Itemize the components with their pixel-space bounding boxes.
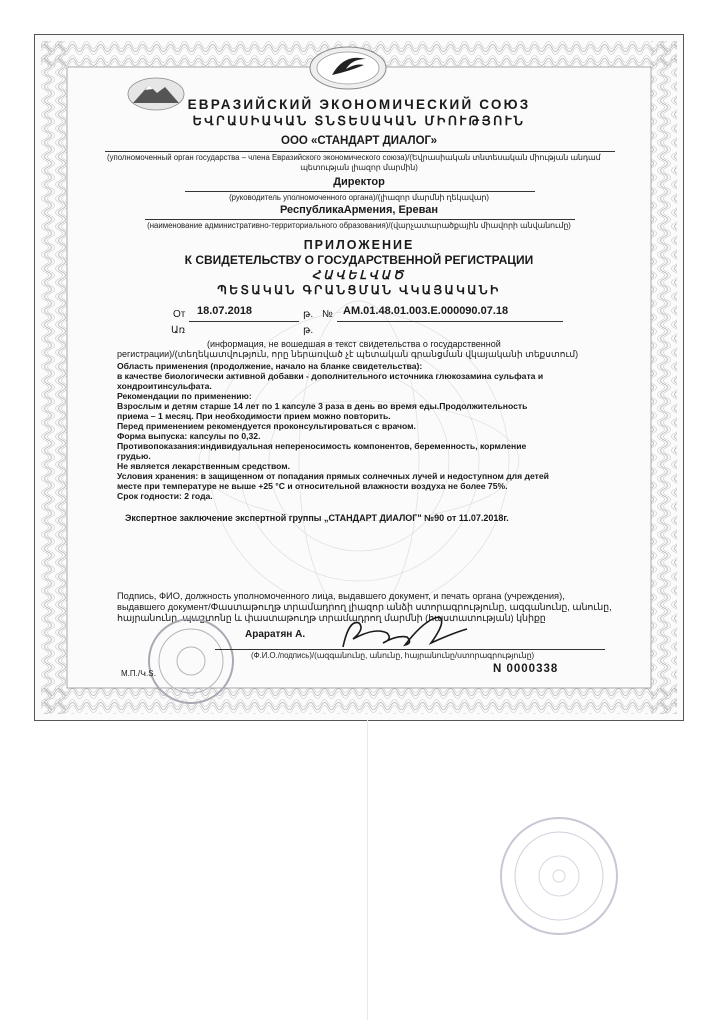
signature-text-1: Подпись, ФИО, должность уполномоченного лица, выдавшего документ, и печать органа (учреждения), (117, 591, 565, 601)
head-caption: (руководитель уполномоченного органа)/(լիազոր մարմնի ղեկավար) (229, 193, 489, 202)
from-label-am: Առ (171, 325, 186, 336)
content-line: Перед применением рекомендуется проконсультироваться с врачом. (117, 421, 416, 431)
title-am-1: ՀԱՎԵԼՎԱԾ (311, 268, 407, 282)
title-am-2: ՊԵՏԱԿԱՆ ԳՐԱՆՑՄԱՆ ՎԿԱՅԱԿԱՆԻ (217, 283, 501, 297)
signer-caption: (Ф.И.О./подпись)/(ազգանունը, անունը, հայրանունը/ստորագրությունը) (251, 651, 535, 660)
content-line: Форма выпуска: капсулы по 0,32. (117, 431, 261, 441)
content-line: в качестве биологически активной добавки - дополнительного источника глюкозамина сульфата и (117, 371, 544, 381)
certificate-sheet (34, 34, 684, 721)
content-line: Не является лекарственным средством. (117, 461, 291, 471)
content-line: грудью. (117, 451, 151, 461)
content-block (117, 361, 637, 501)
content-line: Взрослым и детям старше 14 лет по 1 капсуле 3 раза в день во время еды.Продолжительность (117, 401, 528, 411)
organization-name: ООО «СТАНДАРТ ДИАЛОГ» (281, 135, 437, 147)
number-label: № (322, 309, 333, 320)
union-name-ru: ЕВРАЗИЙСКИЙ ЭКОНОМИЧЕСКИЙ СОЮЗ (187, 97, 531, 112)
signature-text-2: выдавшего документ/Փաստաթուղթ տրամադրող լիազոր անձի ստորագրությունը, ազգանունը, անունը, (117, 602, 612, 612)
info-caption-1: (информация, не вошедшая в текст свидетельства о государственной (207, 339, 501, 349)
registration-date: 18.07.2018 (197, 305, 253, 317)
registration-number: AM.01.48.01.003.E.000090.07.18 (343, 305, 509, 317)
stamp-label: М.П./Կ.Տ. (121, 669, 157, 678)
organization-caption-1: (уполномоченный орган государства – члена Евразийского экономического союза)/(Եվրասիական տնտեսական միության անդամ (107, 153, 601, 162)
organization-caption-2: պետության լիազոր մարմին) (300, 163, 418, 172)
content-line: Рекомендации по применению: (117, 391, 252, 401)
info-caption-2: регистрации)/(տեղեկատվություն, որը ներառված չէ պետական գրանցման վկայականի տեքստում) (117, 349, 579, 359)
from-label-ru: От (173, 309, 186, 320)
content-line: Срок годности: 2 года. (117, 491, 213, 501)
scan-artifact-line (367, 720, 368, 1020)
serial-number: N 0000338 (493, 663, 559, 675)
signature-text-3: հայրանունը, պաշտոնը և փաստաթուղթ տրամադրող մարմնի (հաստատության) կնիքը (117, 613, 546, 623)
title-ru-1: ПРИЛОЖЕНИЕ (303, 238, 415, 252)
content-line: Условия хранения: в защищенном от попадания прямых солнечных лучей и недоступном для детей (117, 471, 549, 481)
content-line: Область применения (продолжение, начало на бланке свидетельства): (117, 361, 423, 371)
content-line: хондроитинсульфата. (117, 381, 212, 391)
union-name-am: ԵՎՐԱՍԻԱԿԱՆ ՏՆՏԵՍԱԿԱՆ ՄԻՈՒԹՅՈՒՆ (192, 114, 526, 128)
content-line: месте при температуре не выше +25 °С и относительной влажности воздуха не более 75%. (117, 481, 508, 491)
official-stamp (145, 615, 237, 707)
year-label: թ. (303, 309, 314, 320)
bottom-stamp (497, 814, 621, 938)
eaeu-emblem (308, 45, 388, 91)
region-caption: (наименование административно-территориального образования)/(վարչատարածքային միավորի անվանումը) (147, 221, 571, 230)
expert-conclusion: Экспертное заключение экспертной группы „СТАНДАРТ ДИАЛОГ" №90 от 11.07.2018г. (125, 513, 509, 523)
region-name: РеспубликаАрмения, Ереван (279, 204, 439, 216)
content-line: приема – 1 месяц. При необходимости прием можно повторить. (117, 411, 391, 421)
content-line: Противопоказания:индивидуальная непереносимость компонентов, беременность, кормление (117, 441, 527, 451)
head-position: Директор (333, 176, 385, 188)
year-label-2: թ. (303, 325, 314, 336)
title-ru-2: К СВИДЕТЕЛЬСТВУ О ГОСУДАРСТВЕННОЙ РЕГИСТРАЦИИ (184, 253, 534, 267)
signer-name: Араратян А. (245, 629, 306, 640)
